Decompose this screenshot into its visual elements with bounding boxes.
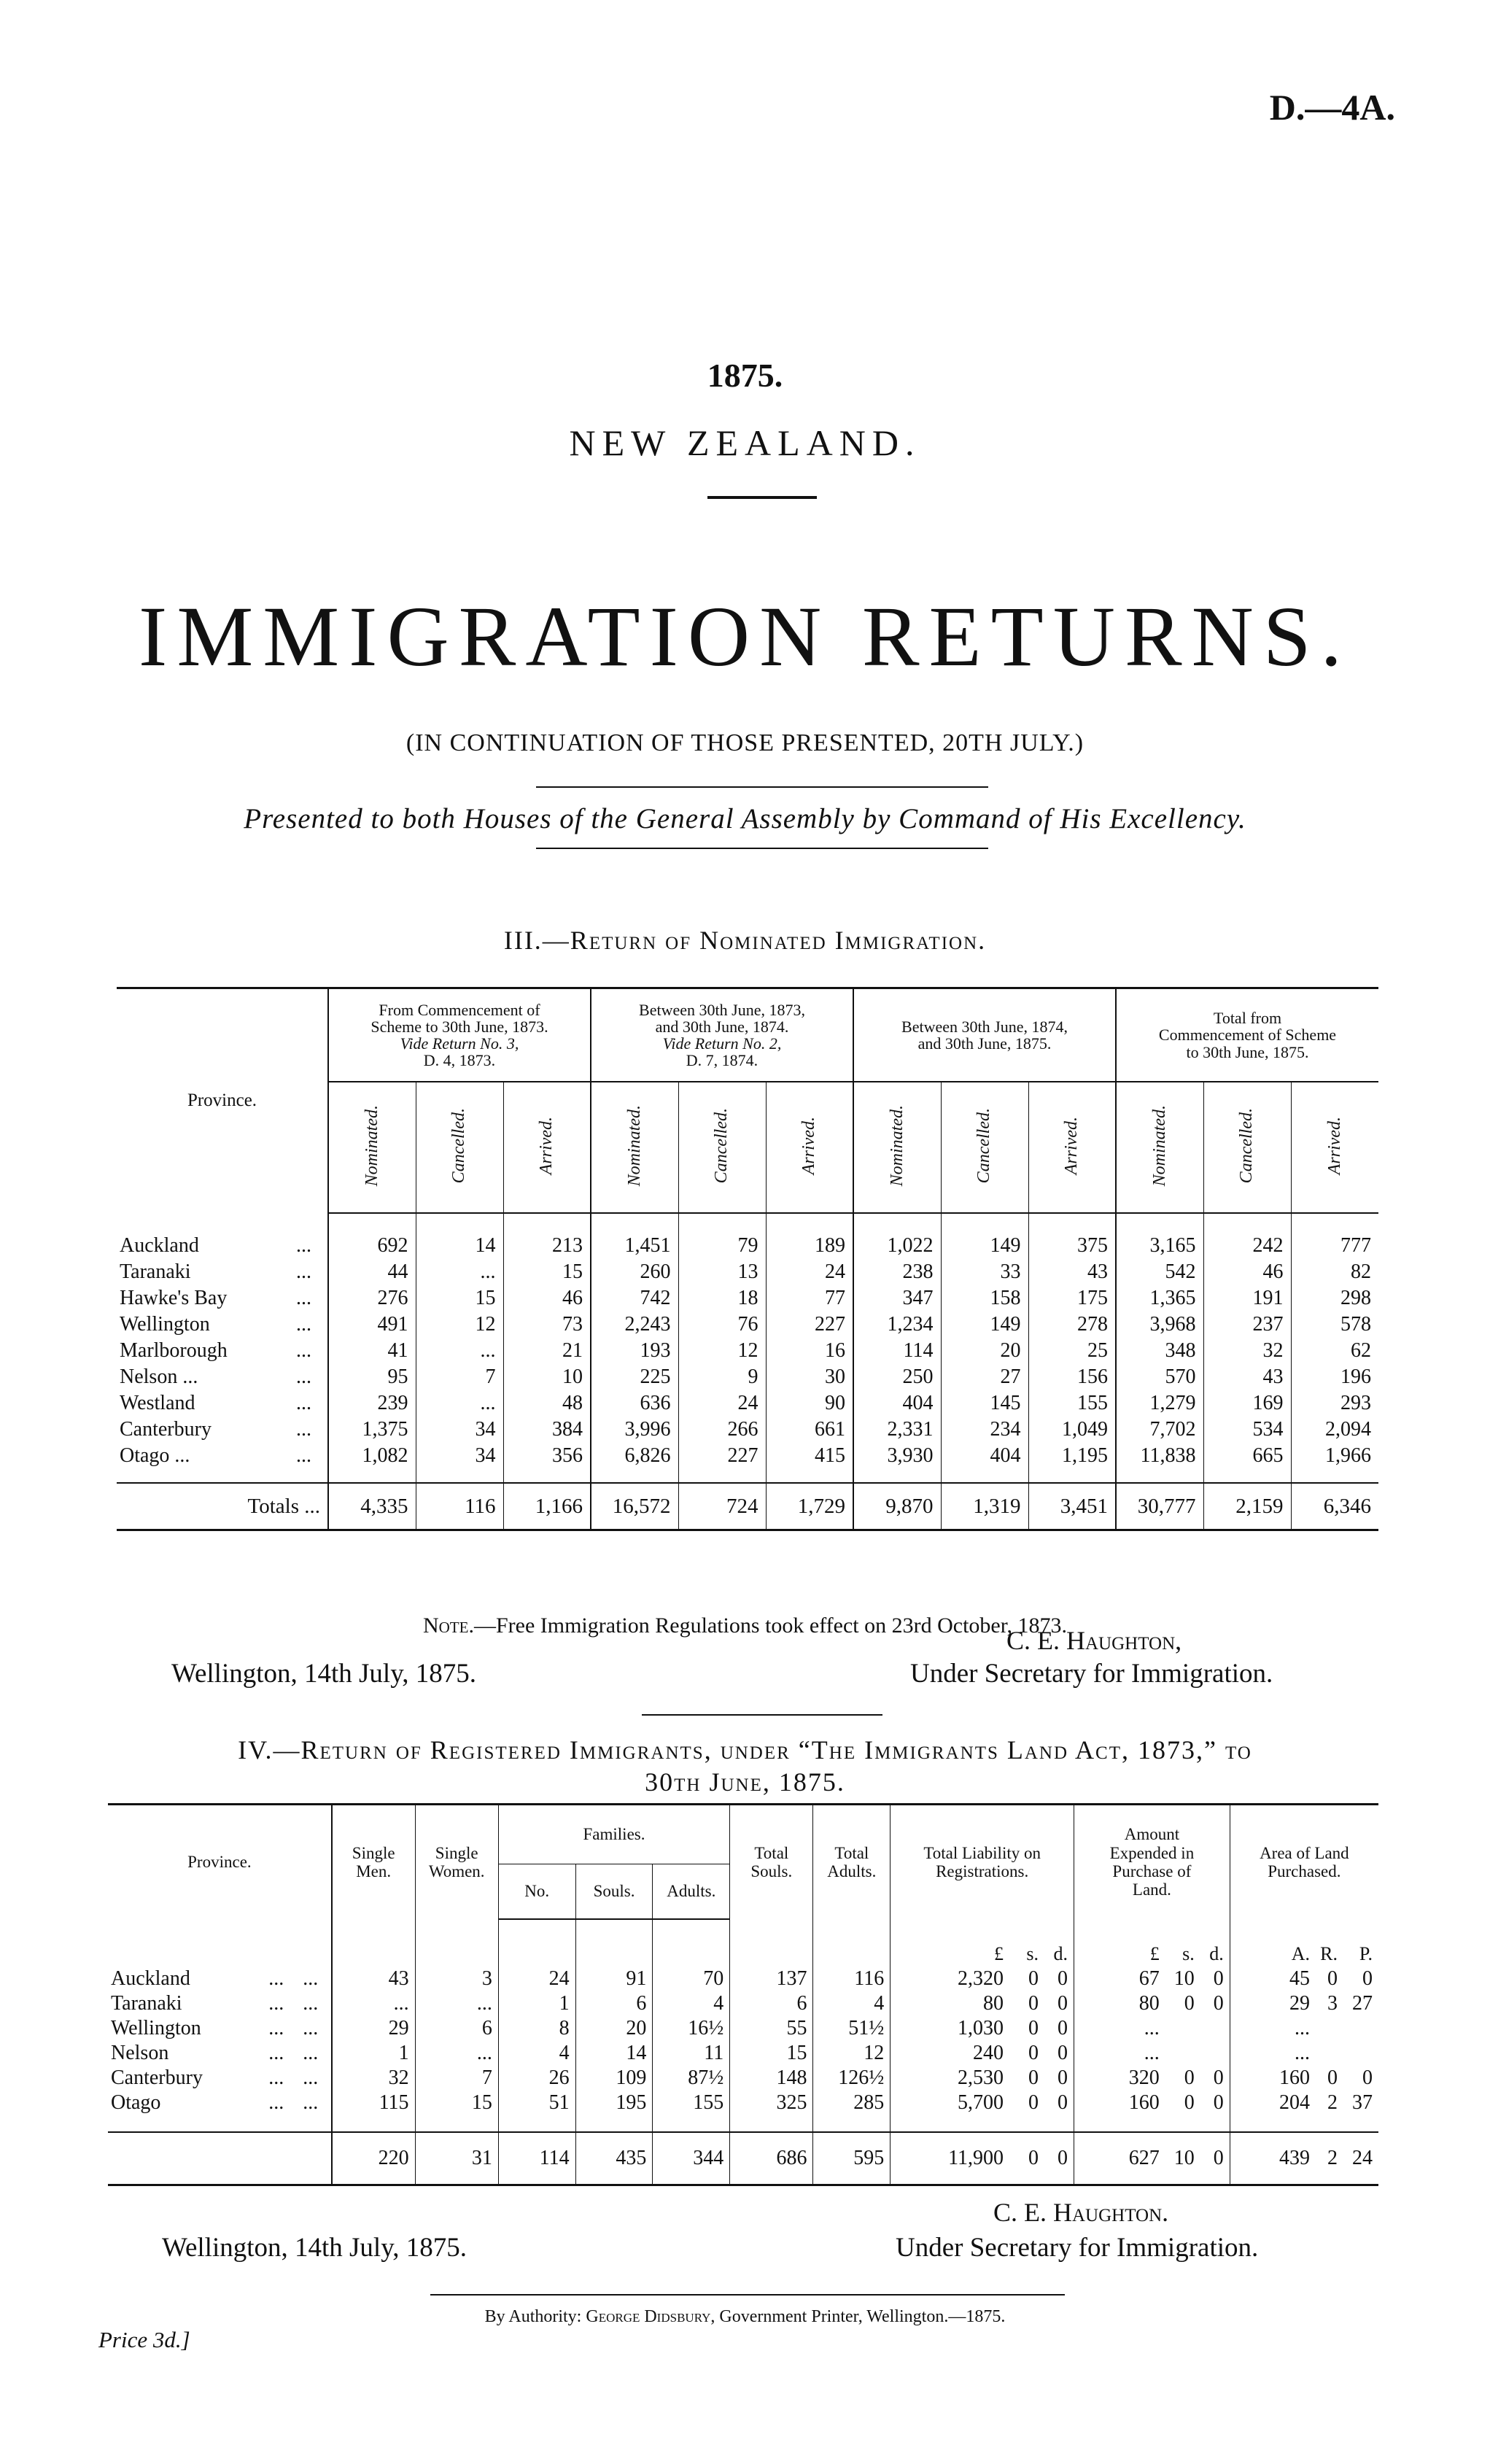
value-cell: 149 [941,1213,1028,1259]
value-cell: 32 [1203,1338,1291,1364]
value-cell: 7 [416,1364,503,1390]
province-cell: Nelson ... [111,2042,284,2064]
return3-place-date: Wellington, 14th July, 1875. [171,1659,477,1689]
amount-cell: 160 0 0 [1074,2091,1230,2132]
value-cell: 2,243 [591,1312,678,1338]
value-cell: 76 [678,1312,766,1338]
value-cell: 24 [766,1259,853,1285]
price-label: Price 3d.] [98,2327,190,2352]
dots-cell: ... [303,1967,319,1990]
value-cell: 155 [1028,1390,1116,1417]
value-cell: 347 [853,1285,941,1312]
value-cell: 213 [503,1213,591,1259]
families-no-cell: 24 [498,1967,575,1991]
province-cell: Nelson ... ... [120,1365,311,1388]
value-cell: 742 [591,1285,678,1312]
value-cell: 145 [941,1390,1028,1417]
col-nominated: Nominated. [1116,1082,1203,1213]
total-cell: 686 [730,2132,813,2185]
value-cell: 1,365 [1116,1285,1203,1312]
table-row [108,1967,1378,1991]
families-adults-cell: 11 [653,2041,730,2066]
total-souls-cell: 15 [730,2041,813,2066]
province-cell: Taranaki ... [111,1992,284,2015]
page-title: IMMIGRATION RETURNS. [139,589,1351,684]
province-cell: Auckland ... [120,1233,311,1257]
total-cell: 6,346 [1291,1483,1378,1530]
return3-table [117,987,1378,1531]
value-cell: 234 [941,1417,1028,1443]
total-cell: 116 [416,1483,503,1530]
value-cell: 114 [853,1338,941,1364]
total-cell: 595 [813,2132,890,2185]
value-cell: 237 [1203,1312,1291,1338]
single-women-cell: 7 [415,2066,498,2091]
value-cell: 1,375 [328,1417,416,1443]
value-cell: 2,331 [853,1417,941,1443]
value-cell: 14 [416,1213,503,1259]
total-cell: 344 [653,2132,730,2185]
province-header: Province. [187,1853,252,1872]
value-cell: 95 [328,1364,416,1390]
value-cell: 227 [766,1312,853,1338]
total-cell: 31 [415,2132,498,2185]
value-cell: 20 [941,1338,1028,1364]
province-cell: Auckland ... [111,1967,284,1990]
value-cell: ... [416,1338,503,1364]
value-cell: 27 [941,1364,1028,1390]
return3-signatory: C. E. Haughton, [1006,1626,1182,1655]
single-women-cell: 15 [415,2091,498,2132]
value-cell: 15 [503,1259,591,1285]
total-cell: 1,319 [941,1483,1028,1530]
total-souls-cell: 55 [730,2016,813,2041]
province-cell: Wellington ... [111,2017,284,2039]
value-cell: 1,022 [853,1213,941,1259]
single-women-cell: 6 [415,2016,498,2041]
value-cell: 175 [1028,1285,1116,1312]
total-cell: 3,451 [1028,1483,1116,1530]
table-row [117,1285,1378,1312]
families-souls-cell: 91 [575,1967,653,1991]
value-cell: 356 [503,1443,591,1483]
value-cell: 191 [1203,1285,1291,1312]
value-cell: 24 [678,1390,766,1417]
province-cell: Hawke's Bay ... [120,1287,311,1309]
families-souls-cell: 14 [575,2041,653,2066]
total-cell: 724 [678,1483,766,1530]
value-cell: 82 [1291,1259,1378,1285]
return4-signatory: C. E. Haughton. [993,2198,1169,2227]
families-adults-cell: 16½ [653,2016,730,2041]
total-souls-cell: 325 [730,2091,813,2132]
province-cell: Otago ... ... [120,1444,311,1467]
group-header: Between 30th June, 1873, and 30th June, 1874. Vide Return No. 2, D. 7, 1874. [591,988,853,1082]
province-cell: Marlborough ... [120,1339,311,1362]
dots-cell: ... [303,2091,319,2114]
families-no-cell: 51 [498,2091,575,2132]
table-row [117,1259,1378,1285]
dots-cell: ... [303,2066,319,2089]
divider [642,1714,882,1716]
table-row [117,1213,1378,1259]
families-no-cell: 26 [498,2066,575,2091]
province-cell: Westland ... [120,1392,311,1414]
single-men-cell: ... [332,1991,415,2016]
dots-cell: ... [303,1992,319,2015]
province-cell: Canterbury ... [120,1418,311,1441]
return3-signatory-role: Under Secretary for Immigration. [910,1659,1273,1689]
value-cell: ... [416,1390,503,1417]
total-cell: 435 [575,2132,653,2185]
value-cell: 41 [328,1338,416,1364]
table-row [117,1417,1378,1443]
area-cell: 45 0 0 [1230,1967,1378,1991]
single-men-cell: 29 [332,2016,415,2041]
value-cell: 34 [416,1443,503,1483]
value-cell: 48 [503,1390,591,1417]
value-cell: 239 [328,1390,416,1417]
area-cell: ... [1230,2041,1378,2066]
total-adults-cell: 51½ [813,2016,890,2041]
group-header: Between 30th June, 1874, and 30th June, 1875. [853,988,1116,1082]
liability-cell: 240 0 0 [890,2041,1074,2066]
value-cell: 12 [678,1338,766,1364]
value-cell: 1,279 [1116,1390,1203,1417]
total-adults-cell: 4 [813,1991,890,2016]
total-adults-cell: 285 [813,2091,890,2132]
total-cell: 220 [332,2132,415,2185]
value-cell: 1,966 [1291,1443,1378,1483]
single-women-cell: 3 [415,1967,498,1991]
units-row: £ s. d. £ s. d. A. R. P. [108,1919,1378,1967]
total-adults-cell: 12 [813,2041,890,2066]
value-cell: 375 [1028,1213,1116,1259]
document-reference: D.—4A. [1269,87,1395,128]
value-cell: 18 [678,1285,766,1312]
families-adults-header: Adults. [653,1864,730,1920]
page-subtitle: (IN CONTINUATION OF THOSE PRESENTED, 20TH JULY.) [406,729,1084,756]
amount-cell: 320 0 0 [1074,2066,1230,2091]
col-nominated: Nominated. [591,1082,678,1213]
amount-cell: 67 10 0 [1074,1967,1230,1991]
value-cell: 260 [591,1259,678,1285]
dots-cell: ... [303,2042,319,2064]
province-cell: Canterbury ... [111,2066,284,2089]
value-cell: 25 [1028,1338,1116,1364]
divider [536,786,988,788]
total-cell: 30,777 [1116,1483,1203,1530]
total-adults-header: Total Adults. [813,1805,890,1920]
value-cell: 15 [416,1285,503,1312]
col-arrived: Arrived. [766,1082,853,1213]
liability-cell: 80 0 0 [890,1991,1074,2016]
area-header: Area of Land Purchased. [1230,1805,1378,1920]
return3-title: III.—Return of Nominated Immigration. [503,926,987,955]
value-cell: 30 [766,1364,853,1390]
value-cell: 11,838 [1116,1443,1203,1483]
value-cell: 46 [503,1285,591,1312]
value-cell: ... [416,1259,503,1285]
value-cell: 79 [678,1213,766,1259]
amount-header: Amount Expended in Purchase of Land. [1074,1805,1230,1920]
col-cancelled: Cancelled. [1203,1082,1291,1213]
total-cell: 2,159 [1203,1483,1291,1530]
value-cell: 156 [1028,1364,1116,1390]
value-cell: 404 [941,1443,1028,1483]
value-cell: 158 [941,1285,1028,1312]
total-cell: 1,166 [503,1483,591,1530]
province-cell: Wellington ... [120,1313,311,1336]
table-row [117,1312,1378,1338]
return4-place-date: Wellington, 14th July, 1875. [162,2233,467,2263]
total-cell: 9,870 [853,1483,941,1530]
value-cell: 661 [766,1417,853,1443]
area-cell: 29 3 27 [1230,1991,1378,2016]
col-arrived: Arrived. [1028,1082,1116,1213]
total-cell: 16,572 [591,1483,678,1530]
divider [536,848,988,849]
short-divider [707,496,817,499]
area-cell: ... [1230,2016,1378,2041]
families-souls-cell: 6 [575,1991,653,2016]
table-row [108,2041,1378,2066]
liability-cell: 1,030 0 0 [890,2016,1074,2041]
families-souls-header: Souls. [575,1864,653,1920]
value-cell: 10 [503,1364,591,1390]
families-no-cell: 8 [498,2016,575,2041]
table-row [117,1364,1378,1390]
value-cell: 9 [678,1364,766,1390]
value-cell: 43 [1028,1259,1116,1285]
col-arrived: Arrived. [503,1082,591,1213]
families-no-cell: 4 [498,2041,575,2066]
col-arrived: Arrived. [1291,1082,1378,1213]
province-cell: Taranaki ... [120,1260,311,1283]
value-cell: 169 [1203,1390,1291,1417]
families-adults-cell: 87½ [653,2066,730,2091]
return4-signatory-role: Under Secretary for Immigration. [896,2233,1259,2263]
value-cell: 189 [766,1213,853,1259]
footer-divider [430,2294,1065,2296]
amount-cell: 80 0 0 [1074,1991,1230,2016]
value-cell: 3,165 [1116,1213,1203,1259]
table-row [108,2016,1378,2041]
value-cell: 44 [328,1259,416,1285]
total-cell: 1,729 [766,1483,853,1530]
country-heading: NEW ZEALAND. [569,422,921,463]
province-cell: Otago ... [111,2091,284,2114]
single-men-cell: 32 [332,2066,415,2091]
table-row [117,1390,1378,1417]
value-cell: 1,195 [1028,1443,1116,1483]
value-cell: 578 [1291,1312,1378,1338]
value-cell: 1,049 [1028,1417,1116,1443]
table-row [108,1991,1378,2016]
value-cell: 276 [328,1285,416,1312]
area-cell: 204 2 37 [1230,2091,1378,2132]
col-cancelled: Cancelled. [941,1082,1028,1213]
total-souls-cell: 6 [730,1991,813,2016]
single-women-header: Single Women. [415,1805,498,1920]
return3-note: Note.—Free Immigration Regulations took effect on 23rd October, 1873. [422,1613,1068,1638]
families-no-cell: 1 [498,1991,575,2016]
table-row [117,1443,1378,1483]
value-cell: 2,094 [1291,1417,1378,1443]
liability-cell: 5,700 0 0 [890,2091,1074,2132]
value-cell: 16 [766,1338,853,1364]
value-cell: 777 [1291,1213,1378,1259]
table-row [108,2066,1378,2091]
value-cell: 1,234 [853,1312,941,1338]
value-cell: 404 [853,1390,941,1417]
families-header: Families. [498,1805,729,1864]
total-area: 439 2 24 [1230,2132,1378,2185]
value-cell: 12 [416,1312,503,1338]
total-adults-cell: 116 [813,1967,890,1991]
total-cell: 114 [498,2132,575,2185]
families-no-header: No. [498,1864,575,1920]
families-souls-cell: 109 [575,2066,653,2091]
value-cell: 692 [328,1213,416,1259]
total-adults-cell: 126½ [813,2066,890,2091]
presented-line: Presented to both Houses of the General Assembly by Command of His Excellency. [244,803,1246,834]
value-cell: 250 [853,1364,941,1390]
amount-cell: ... [1074,2016,1230,2041]
col-nominated: Nominated. [853,1082,941,1213]
value-cell: 77 [766,1285,853,1312]
value-cell: 384 [503,1417,591,1443]
value-cell: 266 [678,1417,766,1443]
year-heading: 1875. [707,357,783,394]
value-cell: 298 [1291,1285,1378,1312]
single-men-header: Single Men. [332,1805,415,1920]
total-souls-header: Total Souls. [730,1805,813,1920]
value-cell: 238 [853,1259,941,1285]
value-cell: 348 [1116,1338,1203,1364]
province-header: Province. [187,1090,257,1111]
value-cell: 225 [591,1364,678,1390]
value-cell: 21 [503,1338,591,1364]
liability-header: Total Liability on Registrations. [890,1805,1074,1920]
value-cell: 415 [766,1443,853,1483]
single-men-cell: 1 [332,2041,415,2066]
families-souls-cell: 20 [575,2016,653,2041]
value-cell: 293 [1291,1390,1378,1417]
value-cell: 33 [941,1259,1028,1285]
value-cell: 43 [1203,1364,1291,1390]
group-header: From Commencement of Scheme to 30th June, 1873. Vide Return No. 3, D. 4, 1873. [328,988,591,1082]
value-cell: 34 [416,1417,503,1443]
single-men-cell: 115 [332,2091,415,2132]
amount-cell: ... [1074,2041,1230,2066]
families-adults-cell: 4 [653,1991,730,2016]
return4-title-line2: 30th June, 1875. [645,1767,845,1797]
value-cell: 3,996 [591,1417,678,1443]
value-cell: 196 [1291,1364,1378,1390]
return4-table [108,1803,1378,2186]
liability-cell: 2,320 0 0 [890,1967,1074,1991]
total-souls-cell: 137 [730,1967,813,1991]
col-cancelled: Cancelled. [678,1082,766,1213]
table-row [108,2091,1378,2132]
col-nominated: Nominated. [328,1082,416,1213]
value-cell: 636 [591,1390,678,1417]
totals-row [117,1483,1378,1530]
value-cell: 193 [591,1338,678,1364]
value-cell: 13 [678,1259,766,1285]
value-cell: 46 [1203,1259,1291,1285]
total-cell: 4,335 [328,1483,416,1530]
value-cell: 7,702 [1116,1417,1203,1443]
group-header: Total from Commencement of Scheme to 30th June, 1875. [1116,988,1378,1082]
total-souls-cell: 148 [730,2066,813,2091]
liability-cell: 2,530 0 0 [890,2066,1074,2091]
value-cell: 3,968 [1116,1312,1203,1338]
total-amount: 627 10 0 [1074,2132,1230,2185]
families-adults-cell: 155 [653,2091,730,2132]
return4-title: IV.—Return of Registered Immigrants, under “The Immigrants Land Act, 1873,” to [238,1735,1252,1764]
value-cell: 62 [1291,1338,1378,1364]
table-row [117,1338,1378,1364]
single-men-cell: 43 [332,1967,415,1991]
value-cell: 6,826 [591,1443,678,1483]
families-adults-cell: 70 [653,1967,730,1991]
families-souls-cell: 195 [575,2091,653,2132]
totals-label: Totals ... [117,1483,328,1530]
totals-row [108,2132,1378,2185]
value-cell: 149 [941,1312,1028,1338]
value-cell: 90 [766,1390,853,1417]
col-cancelled: Cancelled. [416,1082,503,1213]
value-cell: 242 [1203,1213,1291,1259]
value-cell: 1,451 [591,1213,678,1259]
area-cell: 160 0 0 [1230,2066,1378,2091]
value-cell: 3,930 [853,1443,941,1483]
value-cell: 278 [1028,1312,1116,1338]
value-cell: 491 [328,1312,416,1338]
total-liability: 11,900 0 0 [890,2132,1074,2185]
printer-imprint: By Authority: George Didsbury, Government Printer, Wellington.—1875. [484,2307,1006,2326]
value-cell: 227 [678,1443,766,1483]
dots-cell: ... [303,2017,319,2039]
value-cell: 1,082 [328,1443,416,1483]
value-cell: 534 [1203,1417,1291,1443]
value-cell: 542 [1116,1259,1203,1285]
single-women-cell: ... [415,2041,498,2066]
value-cell: 570 [1116,1364,1203,1390]
value-cell: 73 [503,1312,591,1338]
value-cell: 665 [1203,1443,1291,1483]
single-women-cell: ... [415,1991,498,2016]
